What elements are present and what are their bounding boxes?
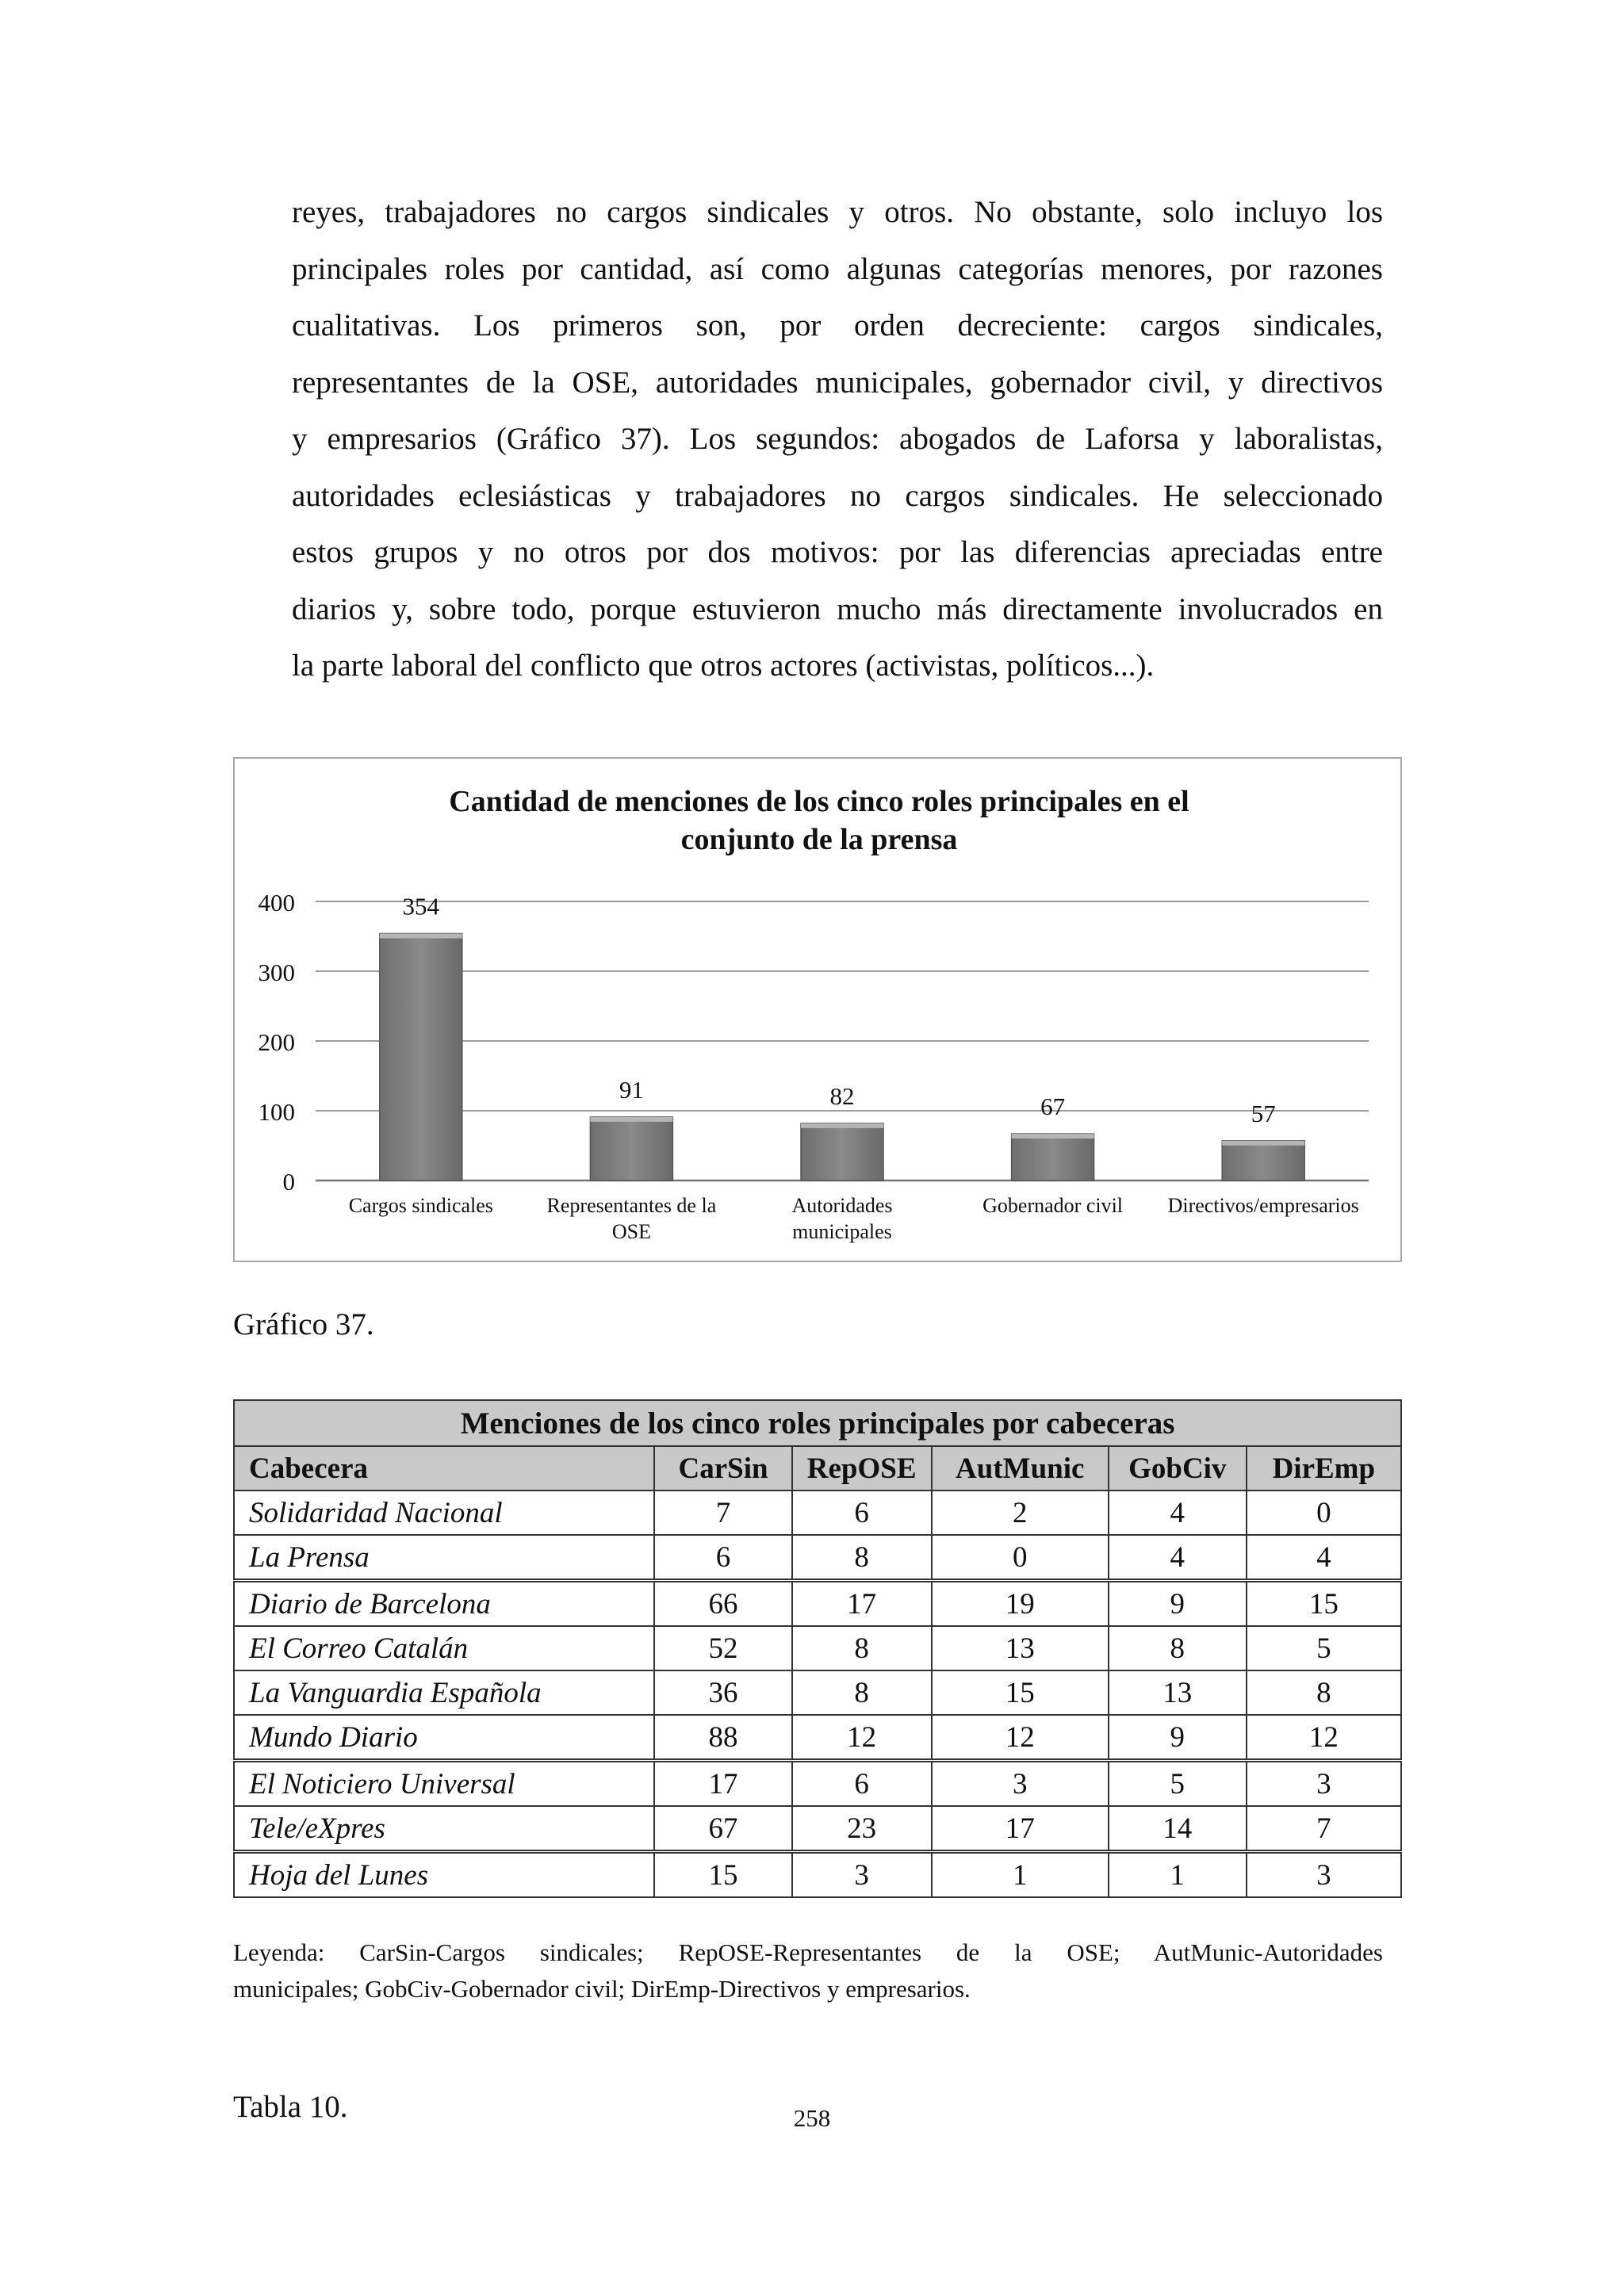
x-tick-label: Cargos sindicales [348, 1194, 493, 1217]
row-label-cell: Solidaridad Nacional [234, 1490, 654, 1535]
value-cell: 17 [932, 1806, 1109, 1852]
paragraph-line: reyes, trabajadores no cargos sindicales y otros. No obstante, solo incluyo los [292, 195, 1383, 229]
value-cell: 6 [792, 1490, 932, 1535]
y-tick-label: 200 [258, 1028, 295, 1056]
row-label-cell: Diario de Barcelona [234, 1581, 654, 1627]
x-tick-label: OSE [611, 1220, 651, 1243]
value-cell: 0 [1247, 1490, 1401, 1535]
value-cell: 8 [792, 1670, 932, 1715]
value-cell: 8 [792, 1626, 932, 1670]
value-cell: 7 [654, 1490, 791, 1535]
row-label-cell: Tele/eXpres [234, 1806, 654, 1852]
data-label: 354 [402, 892, 440, 920]
row-label-cell: La Prensa [234, 1535, 654, 1581]
value-cell: 88 [654, 1715, 791, 1761]
table-caption: Tabla 10. [233, 2090, 348, 2124]
value-cell: 9 [1109, 1581, 1247, 1627]
table-header-row [234, 1446, 1401, 1490]
paragraph-line: autoridades eclesiásticas y trabajadores no cargos sindicales. He seleccionado [292, 478, 1383, 513]
value-cell: 5 [1109, 1761, 1247, 1807]
value-cell: 3 [932, 1761, 1109, 1807]
data-label: 67 [1040, 1093, 1066, 1121]
y-tick-label: 400 [258, 889, 295, 916]
y-tick-label: 300 [258, 959, 295, 986]
value-cell: 13 [932, 1626, 1109, 1670]
column-header: AutMunic [932, 1446, 1109, 1490]
value-cell: 14 [1109, 1806, 1247, 1852]
value-cell: 36 [654, 1670, 791, 1715]
bar-cap [380, 933, 462, 938]
value-cell: 3 [792, 1852, 932, 1898]
value-cell: 3 [1247, 1761, 1401, 1807]
value-cell: 4 [1247, 1535, 1401, 1581]
value-cell: 4 [1109, 1535, 1247, 1581]
chart-caption: Gráfico 37. [233, 1307, 374, 1341]
paragraph-line: representantes de la OSE, autoridades municipales, gobernador civil, y directivos [292, 365, 1383, 400]
row-label-cell: La Vanguardia Española [234, 1670, 654, 1715]
value-cell: 17 [792, 1581, 932, 1627]
bar-cap [1012, 1134, 1094, 1138]
table-row [234, 1626, 1401, 1670]
value-cell: 8 [792, 1535, 932, 1581]
value-cell: 2 [932, 1490, 1109, 1535]
bar [590, 1117, 672, 1181]
value-cell: 3 [1247, 1852, 1401, 1898]
chart-title: Cantidad de menciones de los cinco roles principales en el [449, 785, 1189, 818]
table-row [234, 1535, 1401, 1581]
paragraph-line: la parte laboral del conflicto que otros actores (activistas, políticos...). [292, 649, 1155, 683]
value-cell: 12 [792, 1715, 932, 1761]
row-label-cell: Mundo Diario [234, 1715, 654, 1761]
paragraph-line: principales roles por cantidad, así como algunas categorías menores, por razones [292, 251, 1383, 286]
column-header: GobCiv [1109, 1446, 1247, 1490]
legend-line: Leyenda: CarSin-Cargos sindicales; RepOSE-Representantes de la OSE; AutMunic-Autoridades [233, 1938, 1383, 1966]
value-cell: 4 [1109, 1490, 1247, 1535]
data-label: 82 [829, 1081, 855, 1110]
row-label-cell: El Noticiero Universal [234, 1761, 654, 1807]
column-header: DirEmp [1247, 1446, 1401, 1490]
value-cell: 52 [654, 1626, 791, 1670]
value-cell: 66 [654, 1581, 791, 1627]
value-cell: 1 [932, 1852, 1109, 1898]
x-tick-label: Autoridades [791, 1194, 893, 1217]
value-cell: 15 [932, 1670, 1109, 1715]
value-cell: 15 [654, 1852, 791, 1898]
paragraph-line: cualitativas. Los primeros son, por orden decreciente: cargos sindicales, [292, 308, 1383, 342]
table-row [234, 1806, 1401, 1852]
x-tick-label: Representantes de la [546, 1194, 717, 1217]
legend-line: municipales; GobCiv-Gobernador civil; DirEmp-Directivos y empresarios. [233, 1975, 971, 2003]
value-cell: 8 [1109, 1626, 1247, 1670]
bar [801, 1123, 883, 1181]
paragraph-line: estos grupos y no otros por dos motivos: por las diferencias apreciadas entre [292, 535, 1383, 569]
bar [380, 933, 462, 1181]
paragraph-line: y empresarios (Gráfico 37). Los segundos: abogados de Laforsa y laboralistas, [292, 422, 1383, 456]
value-cell: 0 [932, 1535, 1109, 1581]
value-cell: 15 [1247, 1581, 1401, 1627]
paragraph-line: diarios y, sobre todo, porque estuvieron mucho más directamente involucrados en [292, 591, 1383, 626]
chart-title: conjunto de la prensa [680, 823, 958, 856]
data-label: 91 [619, 1075, 644, 1104]
table-row [234, 1670, 1401, 1715]
data-label: 57 [1251, 1099, 1276, 1127]
value-cell: 12 [932, 1715, 1109, 1761]
table-row [234, 1852, 1401, 1898]
column-header: CarSin [654, 1446, 791, 1490]
table-row [234, 1715, 1401, 1761]
value-cell: 17 [654, 1761, 791, 1807]
value-cell: 6 [654, 1535, 791, 1581]
x-tick-label: Gobernador civil [982, 1194, 1124, 1217]
value-cell: 12 [1247, 1715, 1401, 1761]
value-cell: 9 [1109, 1715, 1247, 1761]
value-cell: 1 [1109, 1852, 1247, 1898]
value-cell: 23 [792, 1806, 932, 1852]
table-legend [233, 1934, 1383, 2007]
value-cell: 13 [1109, 1670, 1247, 1715]
table-row [234, 1761, 1401, 1807]
value-cell: 19 [932, 1581, 1109, 1627]
bar [1222, 1141, 1304, 1181]
body-paragraph [292, 184, 1383, 695]
bar-chart [235, 759, 1404, 1264]
x-tick-label: Directivos/empresarios [1167, 1194, 1359, 1217]
row-label-cell: El Correo Catalán [234, 1626, 654, 1670]
value-cell: 67 [654, 1806, 791, 1852]
value-cell: 7 [1247, 1806, 1401, 1852]
column-header: RepOSE [792, 1446, 932, 1490]
value-cell: 8 [1247, 1670, 1401, 1715]
table-title: Menciones de los cinco roles principales por cabeceras [234, 1400, 1401, 1446]
value-cell: 5 [1247, 1626, 1401, 1670]
table-row [234, 1581, 1401, 1627]
y-tick-label: 0 [282, 1168, 295, 1196]
bar-cap [1222, 1141, 1304, 1146]
row-label-cell: Hoja del Lunes [234, 1852, 654, 1898]
mentions-table [233, 1399, 1402, 1898]
chart-frame [233, 757, 1402, 1262]
value-cell: 6 [792, 1761, 932, 1807]
bar-cap [801, 1123, 883, 1128]
table-row [234, 1490, 1401, 1535]
bar-cap [590, 1117, 672, 1122]
bar [1012, 1134, 1094, 1181]
column-header: Cabecera [234, 1446, 654, 1490]
y-tick-label: 100 [258, 1098, 295, 1126]
x-tick-label: municipales [792, 1220, 892, 1243]
page-number: 258 [793, 2104, 831, 2132]
